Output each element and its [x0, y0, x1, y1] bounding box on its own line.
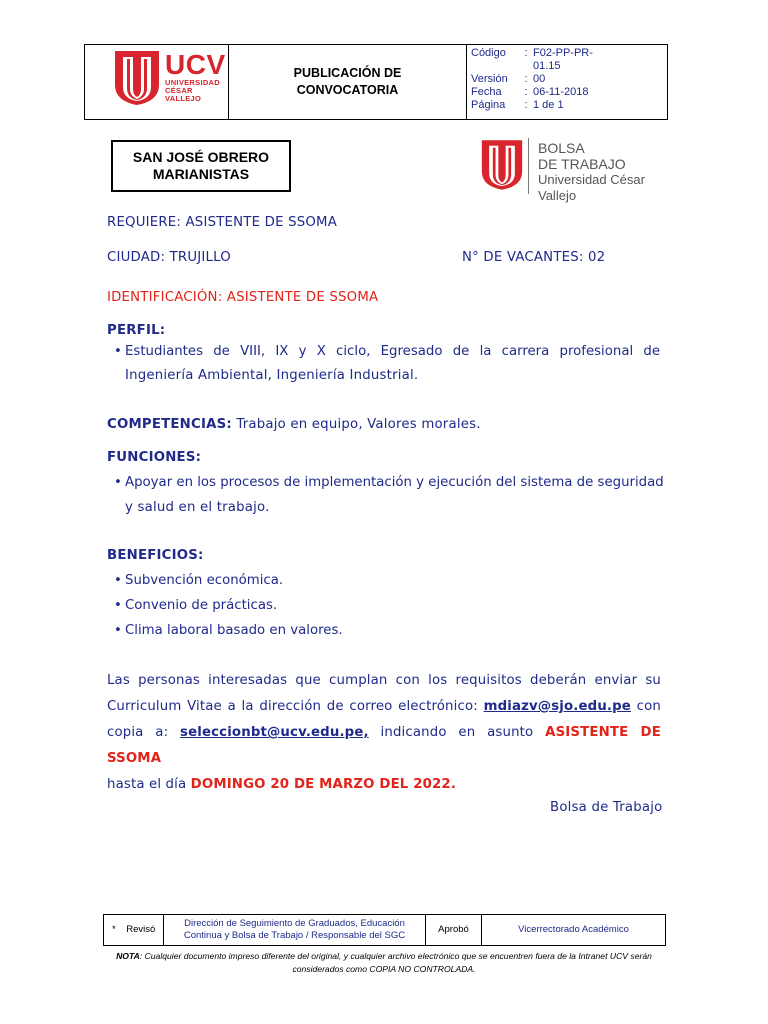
funciones-item — [114, 475, 664, 490]
ucv-logo — [113, 49, 225, 111]
bolsa-line3: Universidad César Vallejo — [538, 172, 645, 203]
meta-key: Versión — [471, 73, 508, 85]
bolsa-wordmark — [538, 140, 680, 204]
competencias — [107, 417, 481, 432]
ucv-shield-icon — [113, 49, 161, 107]
perfil-line2: Ingeniería Ambiental, Ingeniería Industrial. — [125, 368, 419, 383]
meta-value: 06-11-2018 — [533, 86, 589, 98]
vacantes-label: N° DE VACANTES: 02 — [462, 250, 606, 265]
ciudad-label: CIUDAD: TRUJILLO — [107, 250, 231, 265]
reviso-value: Dirección de Seguimiento de Graduados, Educación Continua y Bolsa de Trabajo / Responsable del SGC — [164, 915, 426, 945]
beneficio-item — [114, 598, 277, 613]
closing-text: indicando en asunto — [380, 725, 534, 740]
logo-divider — [528, 138, 529, 194]
perfil-heading: PERFIL: — [107, 323, 166, 338]
bullet-icon: • — [114, 573, 122, 588]
bullet-icon: • — [114, 475, 122, 490]
beneficio-text: Convenio de prácticas. — [125, 598, 278, 613]
closing-text: Curriculum Vitae a la dirección de correo electrónico: — [107, 699, 478, 714]
closing-text: con — [636, 699, 661, 714]
meta-row-fecha — [471, 86, 667, 99]
meta-colon: : — [524, 99, 528, 111]
meta-colon: : — [524, 73, 528, 85]
document-header-table — [84, 44, 668, 120]
meta-row-version — [471, 73, 667, 86]
bolsa-line1: BOLSA — [538, 140, 585, 156]
closing-paragraph — [107, 668, 661, 798]
beneficios-heading: BENEFICIOS: — [107, 548, 204, 563]
reviso-mark: * — [112, 924, 116, 935]
meta-colon: : — [524, 86, 528, 98]
email-link-copy[interactable]: seleccionbt@ucv.edu.pe, — [180, 725, 369, 740]
closing-text: copia a: — [107, 725, 169, 740]
bolsa-line2: DE TRABAJO — [538, 156, 626, 172]
meta-key: Página — [471, 99, 506, 111]
ucv-name: UCV — [165, 49, 226, 80]
meta-key: Código — [471, 47, 506, 59]
email-link-primary[interactable]: mdiazv@sjo.edu.pe — [483, 699, 631, 714]
meta-row-codigo-cont — [471, 60, 667, 73]
meta-row-codigo — [471, 47, 667, 60]
meta-value: 1 de 1 — [533, 99, 564, 111]
asunto-highlight: ASISTENTE DE SSOMA — [107, 725, 661, 766]
header-meta — [467, 45, 667, 119]
meta-key — [471, 60, 519, 73]
ucv-logo-cell — [85, 45, 229, 119]
signature: Bolsa de Trabajo — [550, 800, 663, 815]
funciones-line1: Apoyar en los procesos de implementación y ejecución del sistema de seguridad — [125, 475, 664, 490]
header-title-line1: PUBLICACIÓN DE — [293, 66, 402, 80]
closing-text: hasta el día — [107, 777, 187, 792]
competencias-heading: COMPETENCIAS: — [107, 417, 232, 432]
bullet-icon: • — [114, 598, 122, 613]
meta-value: F02-PP-PR- — [533, 47, 593, 59]
meta-key: Fecha — [471, 86, 502, 98]
company-line2: MARIANISTAS — [152, 166, 250, 182]
beneficio-text: Subvención económica. — [125, 573, 284, 588]
note-label: NOTA — [116, 951, 140, 961]
ucv-wordmark — [165, 49, 226, 103]
aprobo-value: Vicerrectorado Académico — [518, 924, 629, 935]
beneficio-item — [114, 623, 343, 638]
company-line1: SAN JOSÉ OBRERO — [132, 149, 270, 165]
approval-table — [103, 914, 666, 946]
bullet-icon: • — [114, 623, 122, 638]
beneficio-item — [114, 573, 283, 588]
closing-line3 — [107, 720, 661, 772]
requiere-heading: REQUIERE: ASISTENTE DE SSOMA — [107, 215, 338, 230]
perfil-line1: Estudiantes de VIII, IX y X ciclo, Egresado de la carrera profesional de — [125, 344, 660, 359]
deadline-highlight: DOMINGO 20 DE MARZO DEL 2022. — [190, 777, 457, 792]
closing-line1: Las personas interesadas que cumplan con los requisitos deberán enviar su — [107, 673, 661, 688]
meta-colon: : — [524, 47, 528, 59]
meta-colon — [519, 60, 533, 73]
meta-value: 00 — [533, 73, 546, 85]
identificacion-heading: IDENTIFICACIÓN: ASISTENTE DE SSOMA — [107, 290, 379, 305]
header-title — [229, 45, 467, 119]
ucv-line2: CÉSAR VALLEJO — [165, 86, 202, 103]
note-text: : Cualquier documento impreso diferente del original, y cualquier archivo electrónico que se encuentren fuera de la Intranet UCV serán considerados como COPIA NO CONTROLADA. — [139, 951, 652, 974]
reviso-label-cell — [104, 915, 164, 945]
closing-line4 — [107, 772, 661, 798]
aprobo-label: Aprobó — [426, 915, 482, 945]
bolsa-trabajo-logo — [480, 136, 680, 203]
meta-value: 01.15 — [533, 60, 561, 72]
reviso-label: Revisó — [126, 924, 156, 935]
company-name-box — [111, 140, 291, 192]
closing-line2 — [107, 694, 661, 720]
meta-row-pagina — [471, 99, 667, 112]
funciones-line2: y salud en el trabajo. — [125, 500, 270, 515]
competencias-text: Trabajo en equipo, Valores morales. — [231, 417, 481, 432]
funciones-heading: FUNCIONES: — [107, 450, 202, 465]
footer-note — [100, 950, 668, 976]
beneficio-text: Clima laboral basado en valores. — [125, 623, 343, 638]
ucv-shield-icon — [480, 136, 524, 194]
ucv-line1: UNIVERSIDAD — [165, 78, 220, 87]
perfil-item — [114, 344, 661, 359]
header-title-line2: CONVOCATORIA — [296, 83, 399, 97]
bullet-icon: • — [114, 344, 122, 359]
